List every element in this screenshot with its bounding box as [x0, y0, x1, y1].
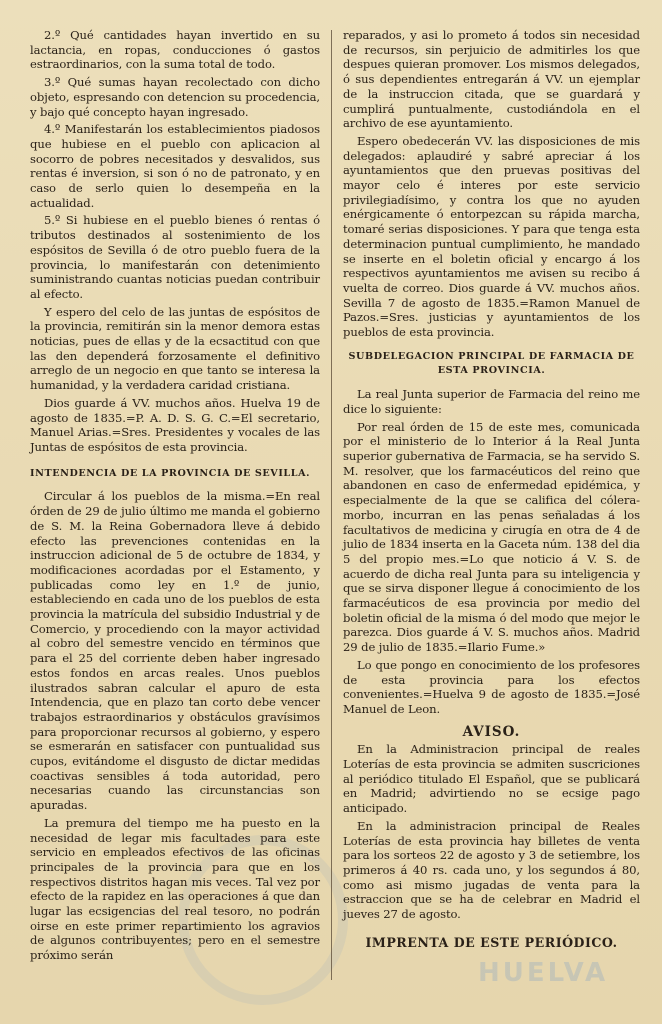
paragraph: Por real órden de 15 de este mes, comunicada por el ministerio de lo Interior á la Real Junta superior gubernativa de Farmacia, se ha servido S. M. resolver, que los farmacéuticos del reino que abandonen en caso de enfermedad epidémica, y especialmente de la que se califica del cólera-morbo, incurran en las penas señaladas á los facultativos de medicina y cirugía en otra de 4 de julio de 1834 inserta en la Gaceta núm. 138 del dia 5 del propio mes.=Lo que noticio á V. S. de acuerdo de dicha real Junta para su inteligencia y que se sirva disponer llegue á conocimiento de los farmacéuticos de esa provincia por medio del boletin oficial de la misma ó del modo que mejor le parezca. Dios guarde á V. S. muchos años. Madrid 29 de julio de 1835.=Ilario Fume.»: [343, 419, 640, 655]
paragraph: Espero obedecerán VV. las disposiciones de mis delegados: aplaudiré y sabré apreciar á los ayuntamientos que den pruevas positivas del mayor celo é interes por este servicio privilegiadísimo, y contra los que no ayuden enérgicamente ó entorpezcan su rápida marcha, tomaré serias disposiciones. Y para que tenga esta determinacion puntual cumplimiento, he mandado se inserte en el boletin oficial y encargo á los respectivos ayuntamientos me avisen su recibo á vuelta de correo. Dios guarde á VV. muchos años. Sevilla 7 de agosto de 1835.=Ramon Manuel de Pazos.=Sres. justicias y ayuntamientos de los pueblos de esta provincia.: [343, 133, 640, 340]
paragraph: Lo que pongo en conocimiento de los profesores de esta provincia para los efectos convenientes.=Huelva 9 de agosto de 1835.=José Manuel de Leon.: [343, 657, 640, 716]
paragraph: 4.º Manifestarán los establecimientos piadosos que hubiese en el pueblo con aplicacion al socorro de pobres necesitados y desvalidos, sus rentas é inversion, si son ó no de patronato, y en caso de serlo quien lo desempeña en la actualidad.: [30, 122, 320, 210]
paragraph: En la Administracion principal de reales Loterías de esta provincia se admiten suscriciones al periódico titulado El Español, que se publicará en Madrid; advirtiendo no se ecsige pago anticipado.: [343, 742, 640, 816]
right-column: [343, 28, 640, 953]
huelva-watermark-stamp: HUELVA: [478, 958, 609, 988]
paragraph: Dios guarde á VV. muchos años. Huelva 19 de agosto de 1835.=P. A. D. S. G. C.=El secretario, Manuel Arias.=Sres. Presidentes y vocales de las Juntas de espósitos de esta provincia.: [30, 395, 320, 454]
paragraph: 2.º Qué cantidades hayan invertido en su lactancia, en ropas, conducciones ó gastos estraordinarios, con la suma total de todo.: [30, 28, 320, 72]
printer-footer: IMPRENTA DE ESTE PERIÓDICO.: [365, 934, 618, 950]
section-heading-farmacia: SUBDELEGACION PRINCIPAL DE FARMACIA DE ESTA PROVINCIA.: [348, 350, 635, 377]
left-column: [30, 28, 320, 966]
column-divider: [331, 30, 332, 980]
aviso-heading: AVISO.: [462, 723, 521, 740]
paragraph: La premura del tiempo me ha puesto en la necesidad de legar mis facultades para este servicio en empleados efectivos de las oficinas principales de la provincia para que en los respectivos distritos hagan mis veces. Tal vez por efecto de la rapidez en las operaciones á que dan lugar las ecsigencias del real tesoro, no podrán oirse en este primer repartimiento los agravios de algunos contribuyentes; pero en el semestre próximo serán: [30, 815, 320, 963]
paragraph: Circular á los pueblos de la misma.=En real órden de 29 de julio último me manda el gobierno de S. M. la Reina Gobernadora lleve á debido efecto las prevenciones contenidas en la instruccion adicional de 5 de octubre de 1834, y modificaciones acordadas por el Estamento, y publicadas como ley en 1.º de junio, estableciendo en cada uno de los pueblos de esta provincia la matrícula del subsidio Industrial y de Comercio, y procediendo con la mayor actividad al cobro del semestre vencido en términos que para el 25 del corriente deben haber ingresado estos fondos en arcas reales. Unos pueblos ilustrados sabran calcular el apuro de esta Intendencia, que en plazo tan corto debe vencer trabajos estraordinarios y obstáculos gravísimos para proporcionar recursos al gobierno, y espero se esmerarán en satisfacer con puntualidad sus cupos, evitándome el disgusto de dictar medidas coactivas sensibles á toda autoridad, pero necesarias cuando las circunstancias son apuradas.: [30, 489, 320, 813]
section-heading-intendencia: INTENDENCIA DE LA PROVINCIA DE SEVILLA.: [30, 467, 311, 479]
paragraph: reparados, y asi lo prometo á todos sin necesidad de recursos, sin perjuicio de admitirles los que despues quieran promover. Los mismos delegados, ó sus dependientes entregarán á VV. un ejemplar de la instruccion citada, que se guardará y cumplirá puntualmente, custodiándola en el archivo de ese ayuntamiento.: [343, 28, 640, 131]
paragraph: 3.º Qué sumas hayan recolectado con dicho objeto, espresando con detencion su procedencia, y bajo qué concepto hayan ingresado.: [30, 75, 320, 119]
paragraph: La real Junta superior de Farmacia del reino me dice lo siguiente:: [343, 387, 640, 416]
paragraph: Y espero del celo de las juntas de espósitos de la provincia, remitirán sin la menor demora estas noticias, pues de ellas y de la ecsactitud con que las den dependerá forzosamente el definitivo arreglo de un negocio en que tanto se interesa la humanidad, y la verdadera caridad cristiana.: [30, 304, 320, 393]
paragraph: En la administracion principal de Reales Loterías de esta provincia hay billetes de venta para los sorteos 22 de agosto y 3 de setiembre, los primeros á 40 rs. cada uno, y los segundos á 80, como asi mismo jugadas de venta para la estraccion que se ha de celebrar en Madrid el jueves 27 de agosto.: [343, 818, 640, 922]
paragraph: 5.º Si hubiese en el pueblo bienes ó rentas ó tributos destinados al sostenimiento de los espósitos de Sevilla ó de otro pueblo fuera de la provincia, lo manifestarán con detenimiento suministrando cuantas noticias puedan contribuir al efecto.: [30, 213, 320, 301]
